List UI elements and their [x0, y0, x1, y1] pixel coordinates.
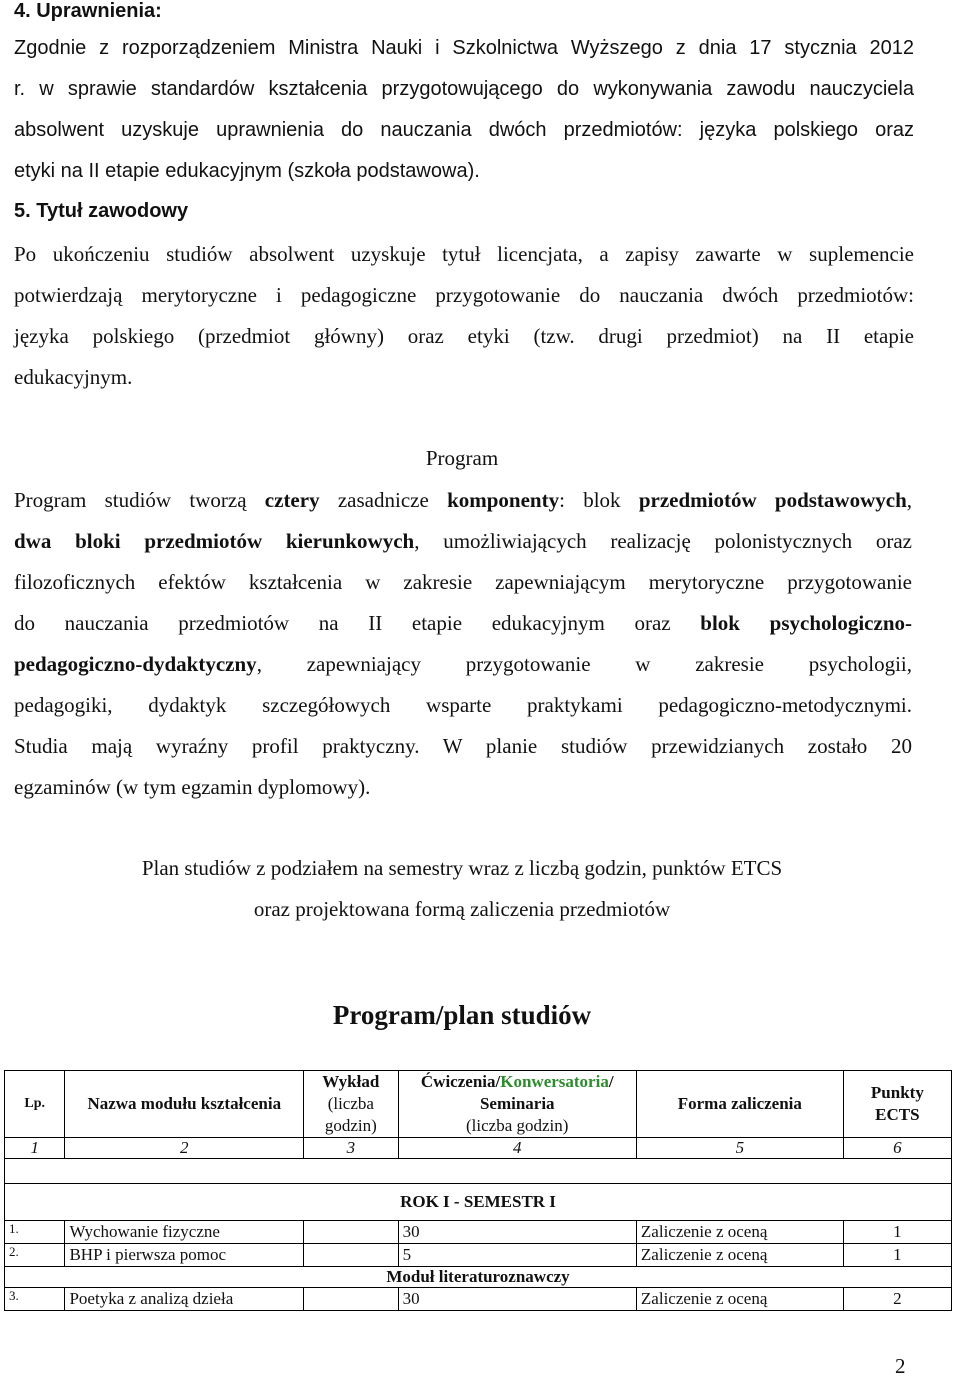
column-index: 1: [5, 1138, 65, 1159]
row-assessment-form: Zaliczenie z oceną: [636, 1244, 843, 1267]
row-ects: 1: [843, 1221, 951, 1244]
header-assessment-form: Forma zaliczenia: [636, 1071, 843, 1138]
module-label: Moduł literaturoznawczy: [5, 1267, 952, 1288]
column-index: 3: [304, 1138, 399, 1159]
column-index: 5: [636, 1138, 843, 1159]
row-module-name: BHP i pierwsza pomoc: [65, 1244, 304, 1267]
plan-caption-line: Plan studiów z podziałem na semestry wraz z liczbą godzin, punktów ETCS: [141, 856, 783, 880]
column-index: 6: [843, 1138, 951, 1159]
table-header-row: [5, 1071, 952, 1138]
row-lecture-hours: [304, 1221, 399, 1244]
program-line: pedagogiki, dydaktyk szczegółowych wsparte praktykami pedagogiczno-metodycznymi.: [14, 693, 912, 717]
header-ects: Punkty ECTS: [843, 1071, 951, 1138]
section-4-line: Zgodnie z rozporządzeniem Ministra Nauki i Szkolnictwa Wyższego z dnia 17 stycznia 2012: [14, 37, 914, 59]
row-ects: 1: [843, 1244, 951, 1267]
plan-title: Program/plan studiów: [332, 1000, 592, 1030]
section-4-heading: 4. Uprawnienia:: [14, 0, 162, 22]
column-index: 2: [65, 1138, 304, 1159]
program-line: egzaminów (w tym egzamin dyplomowy).: [14, 775, 371, 799]
column-index: 4: [398, 1138, 636, 1159]
row-lecture-hours: [304, 1288, 399, 1311]
row-module-name: Poetyka z analizą dzieła: [65, 1288, 304, 1311]
table-row: [5, 1244, 952, 1267]
row-exercise-hours: 30: [398, 1288, 636, 1311]
program-line: filozoficznych efektów kształcenia w zakresie zapewniającym merytoryczne przygotowanie: [14, 570, 912, 594]
row-ects: 2: [843, 1288, 951, 1311]
semester-label: ROK I - SEMESTR I: [5, 1184, 952, 1221]
row-lecture-hours: [304, 1244, 399, 1267]
header-exercises: Ćwiczenia/Konwersatoria/ Seminaria (liczba godzin): [398, 1071, 636, 1138]
section-5-heading: 5. Tytuł zawodowy: [14, 200, 189, 222]
section-4-line: etyki na II etapie edukacyjnym (szkoła podstawowa).: [14, 160, 480, 182]
program-line: Program studiów tworzą cztery zasadnicze komponenty: blok przedmiotów podstawowych,: [14, 488, 912, 512]
header-module-name: Nazwa modułu kształcenia: [65, 1071, 304, 1138]
spacer-row: [5, 1159, 952, 1184]
module-row: [5, 1267, 952, 1288]
program-line: dwa bloki przedmiotów kierunkowych, umożliwiających realizację polonistycznych oraz: [14, 529, 912, 553]
row-assessment-form: Zaliczenie z oceną: [636, 1221, 843, 1244]
table-row: [5, 1288, 952, 1311]
column-index-row: [5, 1138, 952, 1159]
program-line: do nauczania przedmiotów na II etapie edukacyjnym oraz blok psychologiczno-: [14, 611, 912, 635]
section-5-line: edukacyjnym.: [14, 365, 133, 389]
page-number: 2: [895, 1354, 906, 1378]
study-plan-table: [4, 1070, 952, 1311]
row-exercise-hours: 5: [398, 1244, 636, 1267]
row-assessment-form: Zaliczenie z oceną: [636, 1288, 843, 1311]
plan-caption-line: oraz projektowana formą zaliczenia przedmiotów: [253, 897, 671, 921]
section-5-line: Po ukończeniu studiów absolwent uzyskuje tytuł licencjata, a zapisy zawarte w suplemencie: [14, 242, 914, 266]
program-heading: Program: [425, 446, 499, 470]
row-lp: 1.: [5, 1221, 65, 1244]
header-lecture: Wykład (liczba godzin): [304, 1071, 399, 1138]
row-lp: 3.: [5, 1288, 65, 1311]
row-lp: 2.: [5, 1244, 65, 1267]
header-lp: Lp.: [5, 1071, 65, 1138]
section-5-line: potwierdzają merytoryczne i pedagogiczne przygotowanie do nauczania dwóch przedmiotów:: [14, 283, 914, 307]
section-4-line: absolwent uzyskuje uprawnienia do nauczania dwóch przedmiotów: języka polskiego oraz: [14, 119, 914, 141]
program-line: pedagogiczno-dydaktyczny, zapewniający przygotowanie w zakresie psychologii,: [14, 652, 912, 676]
section-5-line: języka polskiego (przedmiot główny) oraz etyki (tzw. drugi przedmiot) na II etapie: [14, 324, 914, 348]
row-module-name: Wychowanie fizyczne: [65, 1221, 304, 1244]
section-4-line: r. w sprawie standardów kształcenia przygotowującego do wykonywania zawodu nauczyciela: [14, 78, 914, 100]
table-row: [5, 1221, 952, 1244]
semester-row: [5, 1184, 952, 1221]
program-line: Studia mają wyraźny profil praktyczny. W planie studiów przewidzianych zostało 20: [14, 734, 912, 758]
row-exercise-hours: 30: [398, 1221, 636, 1244]
